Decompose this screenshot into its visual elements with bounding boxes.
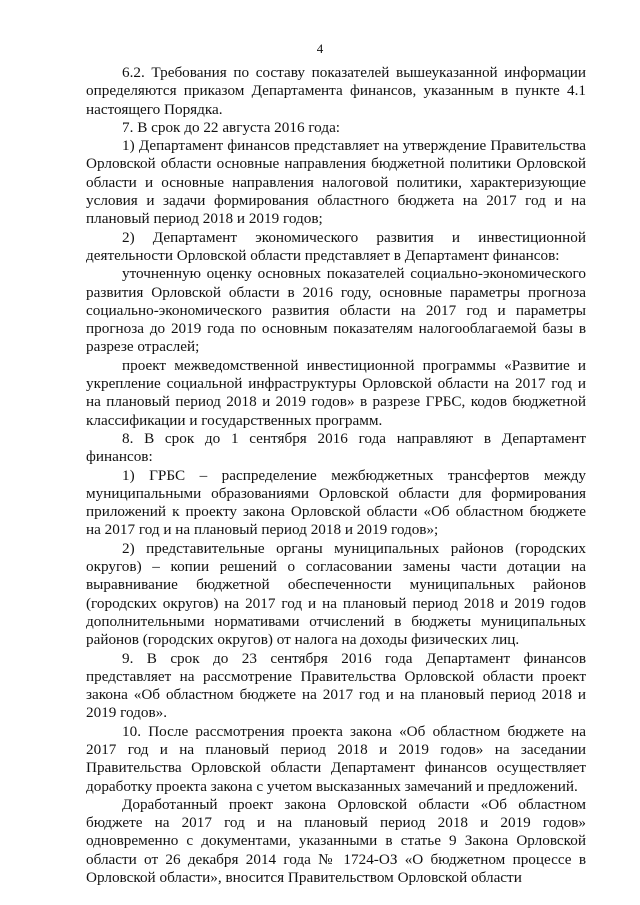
paragraph-8-2: 2) представительные органы муниципальных районов (городских округов) – копии решений о согласовании замены части дотации на выравнивание бюджетной обеспеченности муниципальных районов (городских округов) на 2017 год и на плановый период 2018 и 2019 годов дополнительными нормативами отчислений в бюджеты муниципальных районов (городских округов) от налога на доходы физических лиц. <box>86 539 586 649</box>
paragraph-9: 9. В срок до 23 сентября 2016 года Департамент финансов представляет на рассмотрение Правительства Орловской области проект закона «Об областном бюджете на 2017 год и на плановый период 2018 и 2019 годов». <box>86 649 586 722</box>
paragraph-7-heading: 7. В срок до 22 августа 2016 года: <box>122 118 341 136</box>
page-number: 4 <box>316 41 324 56</box>
paragraph-7-2: 2) Департамент экономического развития и инвестиционной деятельности Орловской области представляет в Департамент финансов: <box>86 228 586 264</box>
paragraph-10: 10. После рассмотрения проекта закона «Об областном бюджете на 2017 год и на плановый период 2018 и 2019 годов» на заседании Правительства Орловской области Департамент финансов осуществляет доработку проекта закона с учетом высказанных замечаний и предложений. <box>86 722 586 795</box>
paragraph-6-2: 6.2. Требования по составу показателей вышеуказанной информации определяются приказом Департамента финансов, указанным в пункте 4.1 настоящего Порядка. <box>86 64 586 118</box>
paragraph-7-2-estimate: уточненную оценку основных показателей социально-экономического развития Орловской области в 2016 году, основные параметры прогноза социально-экономического развития области на 2017 год и параметры прогноза до 2019 года по основным показателям налогооблагаемой базы в разрезе отраслей; <box>86 265 586 356</box>
paragraph-8-heading: 8. В срок до 1 сентября 2016 года направляют в Департамент финансов: <box>86 429 586 466</box>
paragraph-8-1: 1) ГРБС – распределение межбюджетных трансфертов между муниципальными образованиями Орловской области для формирования приложений к проекту закона Орловской области «Об областном бюджете на 2017 год и на плановый период 2018 и 2019 годов»; <box>86 466 586 539</box>
paragraph-7-1: 1) Департамент финансов представляет на утверждение Правительства Орловской области основные направления бюджетной политики Орловской области и основные направления налоговой политики, характеризующие условия и задачи формирования областного бюджета на 2017 год и на плановый период 2018 и 2019 годов; <box>86 137 586 228</box>
paragraph-7-2-program: проект межведомственной инвестиционной программы «Развитие и укрепление социальной инфраструктуры Орловской области на 2017 год и на плановый период 2018 и 2019 годов» в разрезе ГРБС, кодов бюджетной классификации и государственных программ. <box>86 356 586 429</box>
paragraph-10-revised-draft: Доработанный проект закона Орловской области «Об областном бюджете на 2017 год и на плановый период 2018 и 2019 годов» одновременно с документами, указанными в статье 9 Закона Орловской области от 26 декабря 2014 года № 1724-ОЗ «О бюджетном процессе в Орловской области», вносится Правительством Орловской области <box>86 795 586 887</box>
document-body <box>86 64 586 887</box>
